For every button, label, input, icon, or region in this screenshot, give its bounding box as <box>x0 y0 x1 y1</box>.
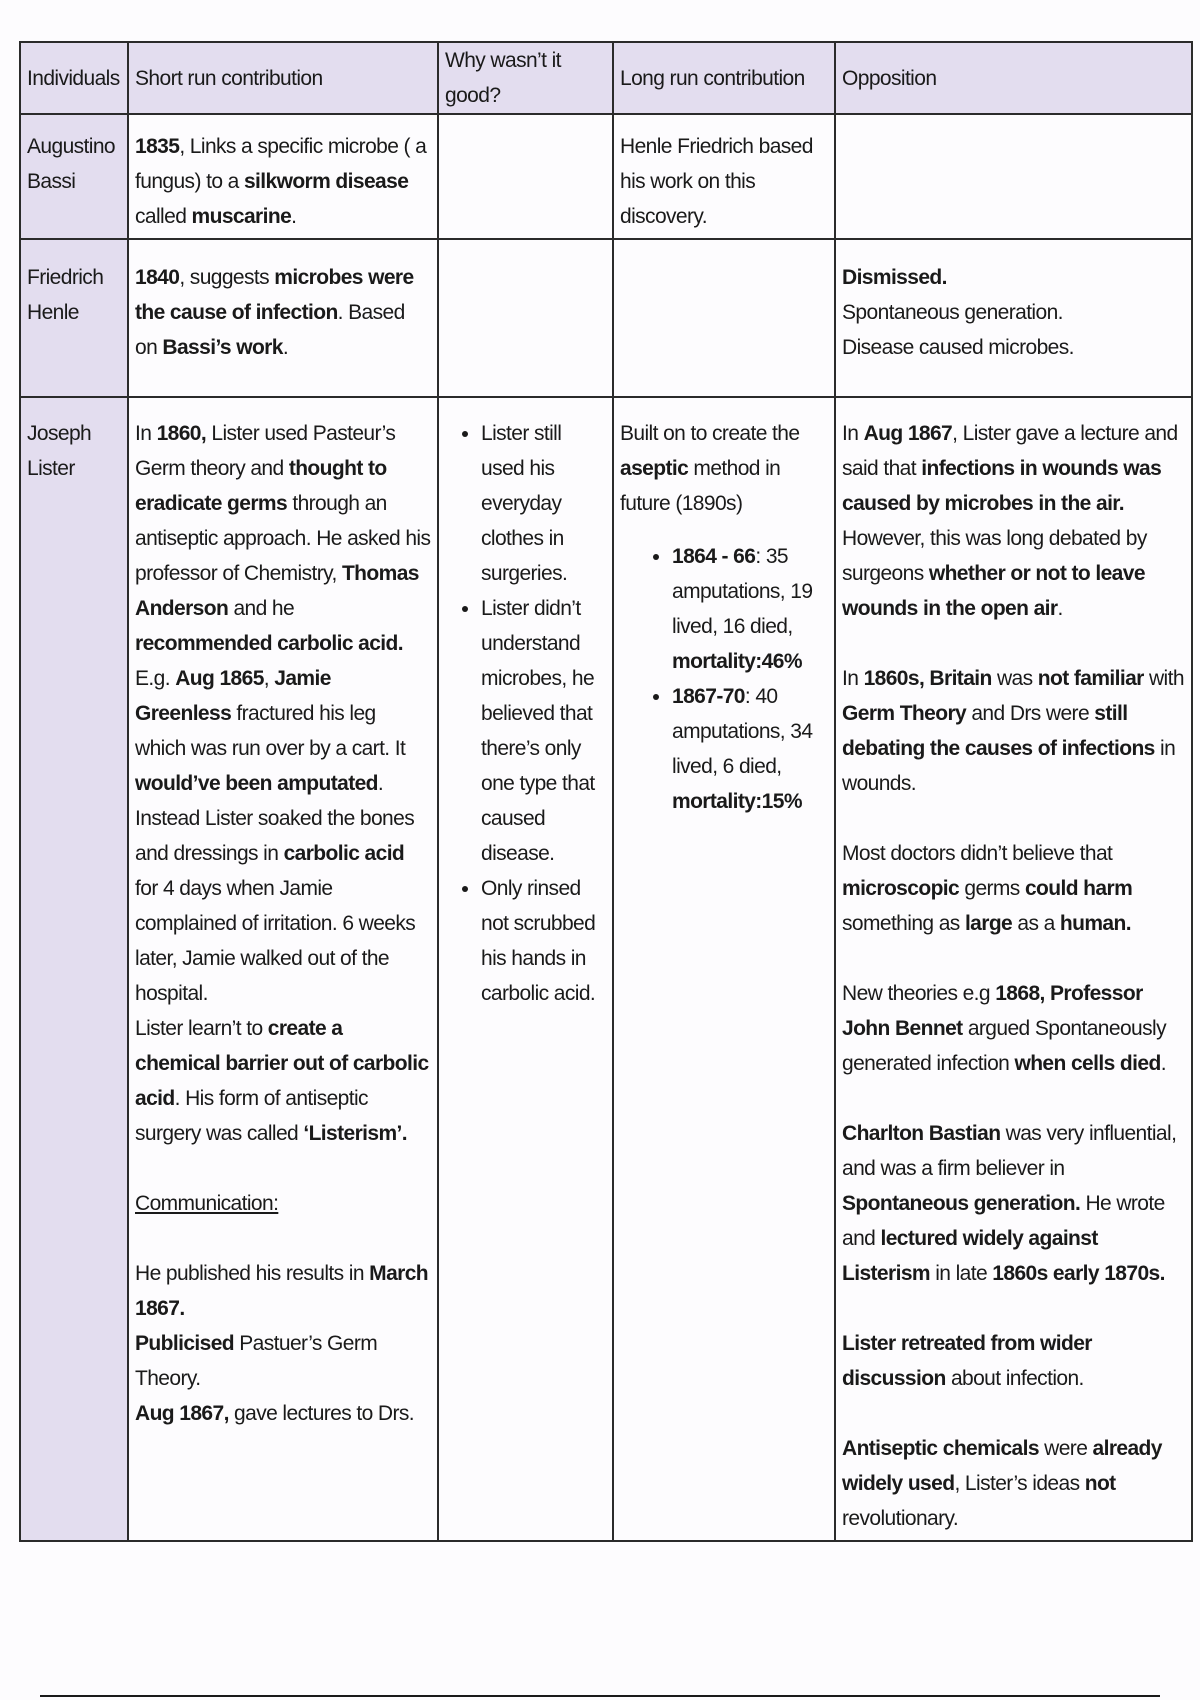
text: and Drs were <box>966 702 1095 725</box>
list-item: • Lister didn’t understand microbes, he believed that there’s only one type that caused disease. <box>481 591 606 871</box>
paragraph <box>842 1116 1185 1291</box>
text: Germ Theory <box>842 702 967 725</box>
text: Disease caused microbes. <box>842 336 1074 359</box>
lister-opposition-cell <box>835 397 1192 1541</box>
text: Aug 1865 <box>175 667 264 690</box>
text: : 35 amputations, 19 lived, 16 died, <box>672 545 813 638</box>
lister-why-cell <box>438 397 613 1541</box>
henle-long-run-cell <box>613 239 835 397</box>
text: In <box>842 422 864 445</box>
text: in wounds. <box>842 737 1176 795</box>
text: Thomas Anderson <box>135 562 419 620</box>
bassi-why-cell <box>438 114 613 239</box>
text: gave lectures to Drs. <box>228 1402 415 1425</box>
text: something as <box>842 912 965 935</box>
bassi-short-run-cell <box>128 114 438 239</box>
text: still debating the causes of infections <box>842 702 1155 760</box>
text: mortality:46% <box>672 650 802 673</box>
text: March 1867. <box>135 1262 429 1320</box>
text: Spontaneous generation. <box>842 1192 1081 1215</box>
text: , Lister gave a lecture and said that <box>842 422 1178 480</box>
bottom-divider <box>40 1695 1160 1697</box>
henle-year: 1840 <box>135 266 180 289</box>
paragraph <box>842 416 1185 626</box>
text: muscarine <box>191 205 292 228</box>
list-item: • Only rinsed not scrubbed his hands in carbolic acid. <box>481 871 606 1011</box>
text: already widely used <box>842 1437 1162 1495</box>
header-opposition: Opposition <box>835 42 1192 114</box>
lister-long-run-cell <box>613 397 835 1541</box>
text: Publicised <box>135 1332 235 1355</box>
paragraph <box>135 1396 431 1431</box>
text: . <box>282 336 289 359</box>
text: silkworm disease <box>243 170 409 193</box>
text: Antiseptic chemicals <box>842 1437 1039 1460</box>
text: was <box>991 667 1038 690</box>
text: . <box>1057 597 1063 620</box>
paragraph <box>842 1431 1185 1536</box>
text: as a <box>1012 912 1060 935</box>
paragraph <box>620 416 828 521</box>
text: He wrote and <box>842 1192 1165 1250</box>
table-row-bassi <box>20 114 1192 239</box>
text: about infection. <box>945 1367 1084 1390</box>
henle-opposition-cell <box>835 239 1192 397</box>
text: not familiar <box>1037 667 1144 690</box>
text: Lister retreated from wider discussion <box>842 1332 1092 1390</box>
text: not <box>1084 1472 1116 1495</box>
header-row <box>20 42 1192 114</box>
communication-heading: Communication: <box>135 1192 279 1215</box>
list-item: • Lister still used his everyday clothes in surgeries. <box>481 416 606 591</box>
header-short-run: Short run contribution <box>128 42 438 114</box>
bassi-long-run-cell: Henle Friedrich based his work on this discovery. <box>613 114 835 239</box>
individual-name-bassi: Augustino Bassi <box>20 114 128 239</box>
text: However, this was long debated by surgeons <box>842 527 1147 585</box>
bassi-opposition-cell <box>835 114 1192 239</box>
text: He published his results in <box>135 1262 370 1285</box>
text: revolutionary. <box>842 1507 959 1530</box>
individual-name-henle: Friedrich Henle <box>20 239 128 397</box>
text: whether or not to leave wounds in the open air <box>842 562 1145 620</box>
paragraph <box>842 976 1185 1081</box>
text: could harm <box>1024 877 1133 900</box>
text: Jamie Greenless <box>135 667 331 725</box>
text: ‘Listerism’. <box>303 1122 408 1145</box>
header-why-not-good: Why wasn’t it good? <box>438 42 613 114</box>
text: In <box>135 422 157 445</box>
paragraph <box>135 661 431 1011</box>
lister-short-run-cell <box>128 397 438 1541</box>
text: E.g. <box>135 667 176 690</box>
list-item <box>672 539 828 679</box>
text: when cells died <box>1014 1052 1161 1075</box>
paragraph <box>135 1326 431 1396</box>
text: through an antiseptic approach. He asked his professor of Chemistry, <box>135 492 431 585</box>
text: human. <box>1059 912 1131 935</box>
header-individuals: Individuals <box>20 42 128 114</box>
paragraph <box>135 1011 431 1151</box>
text: Lister learn’t to <box>135 1017 268 1040</box>
text: : 40 amputations, 34 lived, 6 died, <box>672 685 813 778</box>
list-item <box>672 679 828 819</box>
text: and he <box>228 597 295 620</box>
text: large <box>964 912 1013 935</box>
individual-name-lister: Joseph Lister <box>20 397 128 1541</box>
text: Built on to create the <box>620 422 800 445</box>
text: fractured his leg which was run over by a cart. It <box>135 702 406 760</box>
text: method in future (1890s) <box>620 457 781 515</box>
henle-short-run-cell <box>128 239 438 397</box>
text: . <box>1160 1052 1166 1075</box>
text: germs <box>959 877 1025 900</box>
mortality-list <box>620 539 828 819</box>
text: thought to eradicate germs <box>135 457 387 515</box>
text: Most doctors didn’t believe that <box>842 842 1113 865</box>
why-list <box>445 416 606 1011</box>
text: 1864 - 66 <box>672 545 756 568</box>
text: Dismissed. <box>842 266 947 289</box>
text: Pastuer’s Germ Theory. <box>135 1332 378 1390</box>
text: microscopic <box>842 877 960 900</box>
text: , <box>263 667 275 690</box>
text: with <box>1143 667 1184 690</box>
text: for 4 days when Jamie complained of irritation. 6 weeks later, Jamie walked out of the hospital. <box>135 877 416 1005</box>
text: 1860s early 1870s. <box>992 1262 1165 1285</box>
text: would’ve been amputated <box>135 772 378 795</box>
text: Aug 1867, <box>135 1402 229 1425</box>
text: lectured widely against Listerism <box>842 1227 1098 1285</box>
text: 1860s, Britain <box>863 667 992 690</box>
text: Bassi’s work <box>162 336 283 359</box>
text: 1867-70 <box>672 685 745 708</box>
text: aseptic <box>620 457 689 480</box>
text: . Instead Lister soaked the bones and dressings in <box>135 772 415 865</box>
text: recommended carbolic acid. <box>135 632 404 655</box>
text: Spontaneous generation. <box>842 301 1063 324</box>
text: called <box>135 205 192 228</box>
text: create a chemical barrier out of carbolic acid <box>135 1017 429 1110</box>
text: New theories e.g <box>842 982 996 1005</box>
text: Aug 1867 <box>863 422 953 445</box>
text: Lister used Pasteur’s Germ theory and <box>135 422 396 480</box>
text: 1868, Professor John Bennet <box>842 982 1143 1040</box>
table-row-henle <box>20 239 1192 397</box>
text: argued Spontaneously generated infection <box>842 1017 1166 1075</box>
text: mortality:15% <box>672 790 802 813</box>
text: 1860, <box>156 422 207 445</box>
history-table <box>19 41 1193 1542</box>
paragraph <box>842 836 1185 941</box>
henle-why-cell <box>438 239 613 397</box>
text: microbes were the cause of infection <box>135 266 414 324</box>
paragraph <box>135 1256 431 1326</box>
table-row-lister <box>20 397 1192 1541</box>
paragraph <box>842 1326 1185 1396</box>
text: , suggests <box>179 266 275 289</box>
text: infections in wounds was caused by microbes in the air. <box>842 457 1162 515</box>
text: In <box>842 667 864 690</box>
text: , Links a specific microbe ( a fungus) to a <box>135 135 427 193</box>
text: , Lister’s ideas <box>954 1472 1085 1495</box>
text: were <box>1038 1437 1093 1460</box>
text: Charlton Bastian <box>842 1122 1001 1145</box>
text: carbolic acid <box>283 842 405 865</box>
header-long-run: Long run contribution <box>613 42 835 114</box>
text: . Based on <box>135 301 405 359</box>
paragraph <box>135 416 431 661</box>
text: in late <box>929 1262 993 1285</box>
text: . His form of antiseptic surgery was called <box>135 1087 368 1145</box>
paragraph <box>842 661 1185 801</box>
text: . <box>291 205 297 228</box>
bassi-year: 1835 <box>135 135 180 158</box>
text: was very influential, and was a firm believer in <box>842 1122 1177 1180</box>
